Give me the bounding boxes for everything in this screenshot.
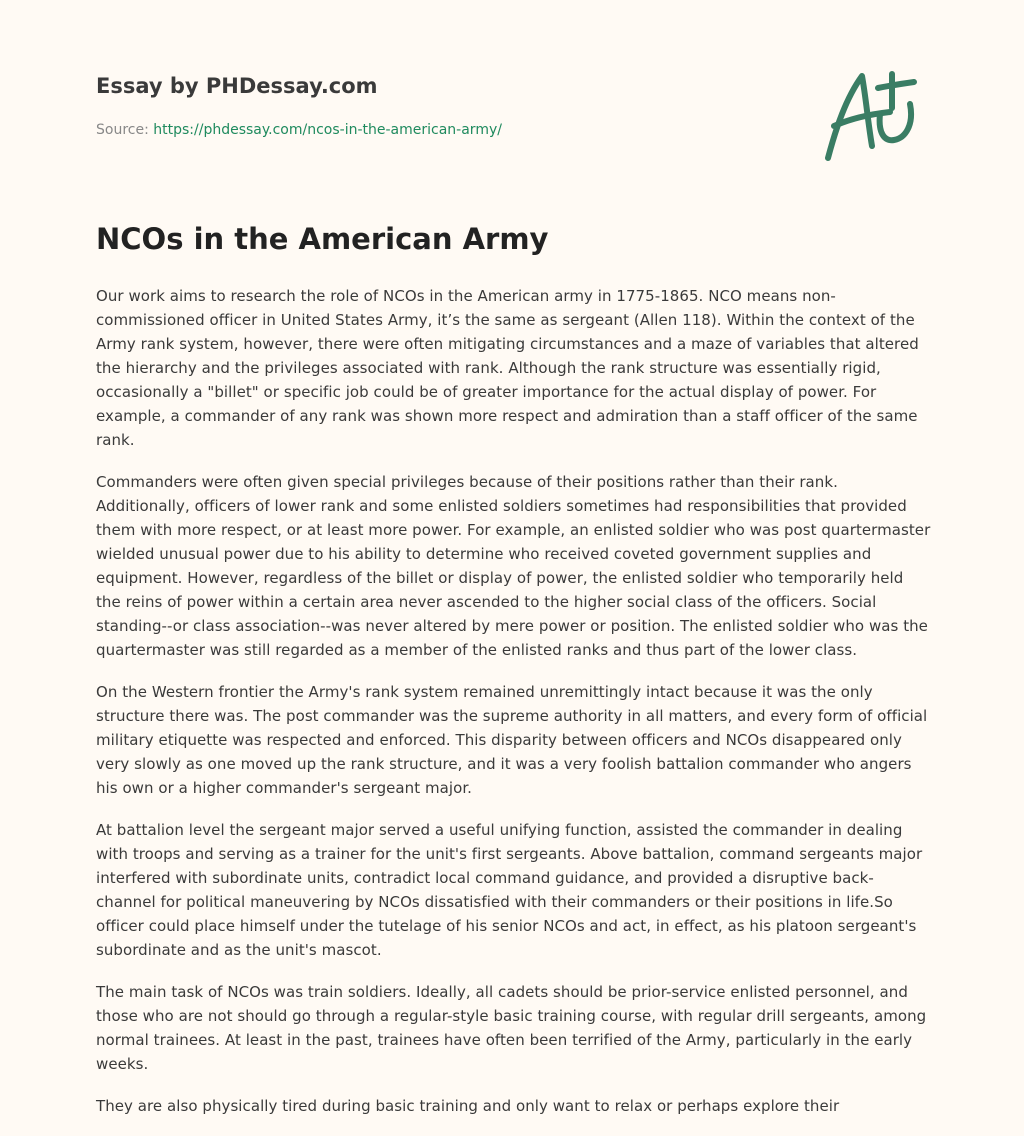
- paragraph: They are also physically tired during basic training and only want to relax or perhaps explore their: [96, 1097, 840, 1115]
- source-line: [96, 122, 502, 138]
- source-link[interactable]: https://phdessay.com/ncos-in-the-american-army/: [153, 122, 502, 138]
- paragraph: Commanders were often given special privileges because of their positions rather than their rank. Additionally, officers of lower rank and some enlisted soldiers sometimes had responsibilities that provided them with more respect, or at least more power. For example, an enlisted soldier who was post quartermaster wielded unusual power due to his ability to determine who received coveted government supplies and equipment. However, regardless of the billet or display of power, the enlisted soldier who temporarily held the reins of power within a certain area never ascended to the higher social class of the officers. Social standing--or class association--was never altered by mere power or position. The enlisted soldier who was the quartermaster was still regarded as a member of the enlisted ranks and thus part of the lower class.: [96, 473, 931, 659]
- paragraph: On the Western frontier the Army's rank system remained unremittingly intact because it was the only structure there was. The post commander was the supreme authority in all matters, and every form of official military etiquette was respected and enforced. This disparity between officers and NCOs disappeared only very slowly as one moved up the rank structure, and it was a very foolish battalion commander who angers his own or a higher commander's sergeant major.: [96, 683, 928, 797]
- source-label: Source:: [96, 122, 149, 138]
- brand-title: Essay by PHDessay.com: [96, 74, 378, 98]
- a-plus-logo-icon: [822, 68, 930, 164]
- essay-header: [96, 74, 502, 138]
- essay-title: NCOs in the American Army: [96, 222, 549, 256]
- paragraph: The main task of NCOs was train soldiers. Ideally, all cadets should be prior-service enlisted personnel, and those who are not should go through a regular-style basic training course, with regular drill sergeants, among normal trainees. At least in the past, trainees have often been terrified of the Army, particularly in the early weeks.: [96, 983, 927, 1073]
- paragraph: At battalion level the sergeant major served a useful unifying function, assisted the commander in dealing with troops and serving as a trainer for the unit's first sergeants. Above battalion, command sergeants major interfered with subordinate units, contradict local command guidance, and provided a disruptive back-channel for political maneuvering by NCOs dissatisfied with their commanders or their positions in life.So officer could place himself under the tutelage of his senior NCOs and act, in effect, as his platoon sergeant's subordinate and as the unit's mascot.: [96, 821, 923, 959]
- paragraph: Our work aims to research the role of NCOs in the American army in 1775-1865. NCO means non-commissioned officer in United States Army, it’s the same as sergeant (Allen 118). Within the context of the Army rank system, however, there were often mitigating circumstances and a maze of variables that altered the hierarchy and the privileges associated with rank. Although the rank structure was essentially rigid, occasionally a "billet" or specific job could be of greater importance for the actual display of power. For example, a commander of any rank was shown more respect and admiration than a staff officer of the same rank.: [96, 287, 919, 449]
- essay-body: [96, 284, 932, 1136]
